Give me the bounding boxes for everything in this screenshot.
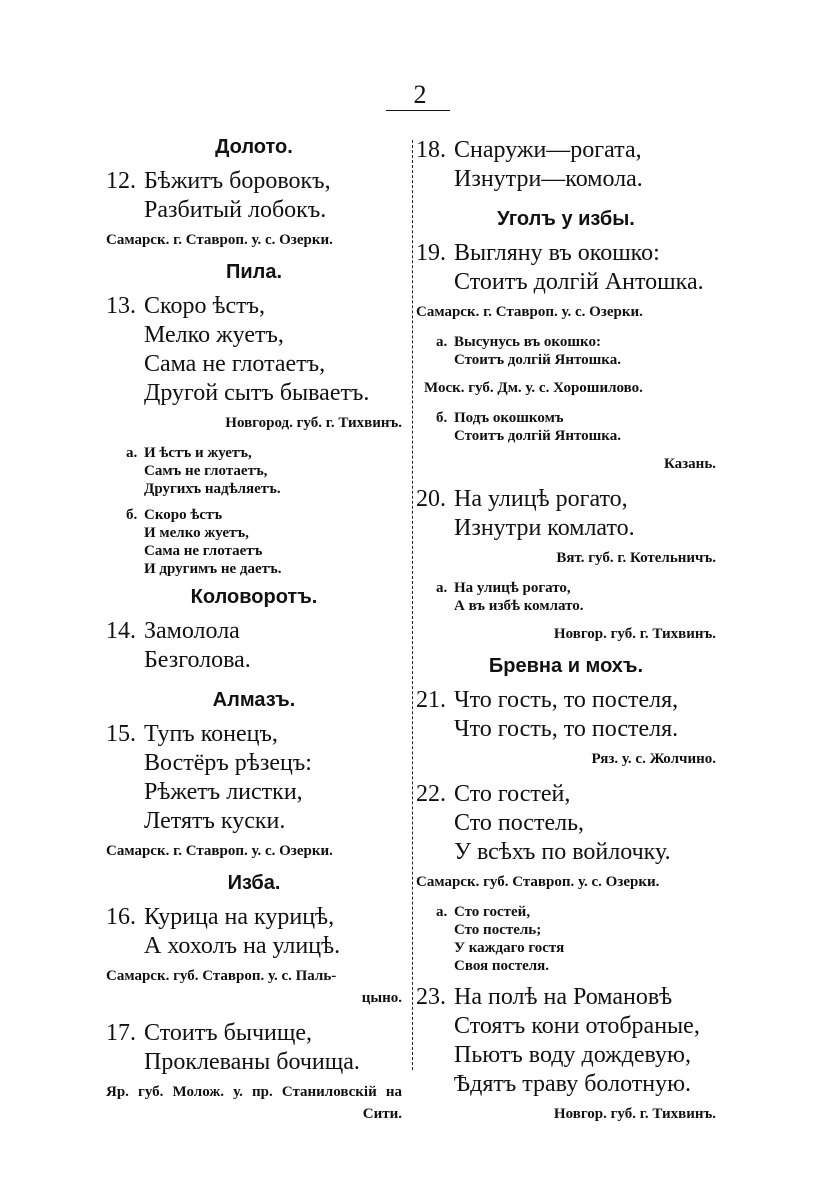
section-heading-kolovorot: Коловоротъ.	[190, 586, 318, 608]
section-heading-almaz: Алмазъ.	[212, 689, 296, 711]
riddle-line: У всѣхъ по войлочку.	[454, 839, 671, 865]
riddle-15	[106, 720, 402, 862]
section-heading-brevna: Бревна и мохъ.	[488, 655, 644, 677]
riddle-20	[416, 485, 716, 569]
riddle-text: Сто гостей,	[454, 781, 571, 807]
riddle-text: Бѣжитъ боровокъ,	[144, 168, 331, 194]
riddle-source: Яр. губ. Молож. у. пр. Станиловскій на Сити.	[106, 1084, 402, 1122]
variant-19a	[436, 333, 716, 369]
variant-line	[436, 903, 716, 921]
right-column	[416, 136, 716, 1135]
riddle-13	[106, 292, 402, 434]
riddle-19	[416, 239, 716, 323]
riddle-number: 12.	[106, 168, 136, 194]
riddle-source-continued: цыно.	[361, 990, 402, 1006]
riddle-source: Новгород. губ. г. Тихвинъ.	[225, 415, 402, 431]
variant-20a	[436, 579, 716, 615]
riddle-number: 14.	[106, 618, 136, 644]
variant-13a	[126, 444, 402, 498]
riddle-line	[106, 292, 402, 321]
riddle-text: Снаружи—рогата,	[454, 137, 642, 163]
riddle-line	[106, 617, 402, 646]
variant-line	[436, 579, 716, 597]
riddle-line	[416, 239, 716, 268]
riddle-line: Мелко жуетъ,	[144, 322, 284, 348]
riddle-text: На улицѣ рогато,	[454, 486, 628, 512]
riddle-line: Что гость, то постеля.	[454, 716, 679, 742]
riddle-line	[416, 983, 716, 1012]
variant-19b	[436, 409, 716, 445]
variant-mark: а.	[126, 445, 138, 461]
riddle-22	[416, 780, 716, 893]
riddle-line: Проклеваны бочища.	[144, 1049, 360, 1075]
variant-line: И мелко жуетъ,	[144, 525, 249, 541]
riddle-line: Стоитъ долгій Антошка.	[454, 269, 704, 295]
riddle-21	[416, 686, 716, 770]
variant-text: Скоро ѣстъ	[144, 507, 223, 523]
variant-line	[436, 333, 716, 351]
riddle-line: Разбитый лобокъ.	[144, 197, 327, 223]
riddle-line	[416, 780, 716, 809]
riddle-source: Самарск. г. Ставроп. у. с. Озерки.	[106, 843, 333, 859]
riddle-line: Летятъ куски.	[144, 808, 286, 834]
variant-text: Подъ окошкомъ	[454, 410, 564, 426]
riddle-source: Новгор. губ. г. Тихвинъ.	[553, 1106, 716, 1122]
variant-13b	[126, 506, 402, 578]
riddle-line	[416, 686, 716, 715]
variant-line: Стоитъ долгій Янтошка.	[454, 428, 621, 444]
section-heading-doloto: Долото.	[215, 136, 293, 158]
variant-line	[126, 506, 402, 524]
column-divider	[412, 140, 413, 1070]
riddle-text: Тупъ конецъ,	[144, 721, 278, 747]
riddle-line: Востёръ рѣзецъ:	[144, 750, 312, 776]
variant-source: Новгор. губ. г. Тихвинъ.	[553, 626, 716, 642]
riddle-source: Самарск. г. Ставроп. у. с. Озерки.	[416, 304, 643, 320]
variant-text: На улицѣ рогато,	[454, 580, 571, 596]
riddle-line	[416, 136, 716, 165]
riddle-source: Самарск. губ. Ставроп. у. с. Паль-	[106, 968, 337, 984]
variant-mark: б.	[126, 507, 138, 523]
section-heading-pila: Пила.	[225, 261, 283, 283]
variant-mark: б.	[436, 410, 448, 426]
riddle-text: Выгляну въ окошко:	[454, 240, 660, 266]
riddle-14	[106, 617, 402, 675]
riddle-line: А хохолъ на улицѣ.	[144, 933, 341, 959]
page-number: 2	[413, 80, 427, 109]
variant-line: Сто постель;	[454, 922, 542, 938]
variant-mark: а.	[436, 904, 448, 920]
variant-line	[126, 444, 402, 462]
riddle-line: Изнутри комлато.	[454, 515, 635, 541]
riddle-line: Пьютъ воду дождевую,	[454, 1042, 691, 1068]
variant-line: Сама не глотаетъ	[144, 543, 263, 559]
riddle-23	[416, 983, 716, 1125]
variant-text: Высунусь въ окошко:	[454, 334, 601, 350]
variant-text: Сто гостей,	[454, 904, 531, 920]
riddle-number: 18.	[416, 137, 446, 163]
variant-line: Своя постеля.	[454, 958, 550, 974]
left-column	[106, 136, 402, 1135]
riddle-number: 19.	[416, 240, 446, 266]
riddle-text: Скоро ѣстъ,	[144, 293, 266, 319]
riddle-line	[106, 167, 402, 196]
riddle-line: Ѣдятъ траву болотную.	[454, 1071, 692, 1097]
riddle-source: Самарск. г. Ставроп. у. с. Озерки.	[106, 232, 333, 248]
variant-line: А въ избѣ комлато.	[454, 598, 584, 614]
riddle-text: Курица на курицѣ,	[144, 904, 335, 930]
riddle-line: Рѣжетъ листки,	[144, 779, 303, 805]
riddle-text: Замолола	[144, 618, 240, 644]
riddle-number: 20.	[416, 486, 446, 512]
riddle-line: Стоятъ кони отобраные,	[454, 1013, 700, 1039]
riddle-line: Другой сытъ бываетъ.	[144, 380, 370, 406]
variant-line	[436, 409, 716, 427]
riddle-number: 21.	[416, 687, 446, 713]
variant-line: Самъ не глотаетъ,	[144, 463, 268, 479]
riddle-line: Изнутри—комола.	[454, 166, 643, 192]
riddle-text: Что гость, то постеля,	[454, 687, 679, 713]
riddle-number: 23.	[416, 984, 446, 1010]
riddle-text: Стоитъ бычище,	[144, 1020, 312, 1046]
riddle-number: 22.	[416, 781, 446, 807]
riddle-17	[106, 1019, 402, 1125]
riddle-number: 15.	[106, 721, 136, 747]
riddle-line	[106, 1019, 402, 1048]
riddle-number: 16.	[106, 904, 136, 930]
section-heading-izba: Изба.	[227, 872, 281, 894]
riddle-16	[106, 903, 402, 1009]
riddle-12	[106, 167, 402, 251]
variant-source: Моск. губ. Дм. у. с. Хорошилово.	[424, 380, 643, 396]
riddle-line	[416, 485, 716, 514]
riddle-source: Вят. губ. г. Котельничъ.	[556, 550, 716, 566]
riddle-line: Безголова.	[144, 647, 251, 673]
variant-22a	[436, 903, 716, 975]
riddle-line: Сто постель,	[454, 810, 585, 836]
variant-mark: а.	[436, 580, 448, 596]
riddle-text: На полѣ на Романовѣ	[454, 984, 673, 1010]
variant-line: И другимъ не даетъ.	[144, 561, 282, 577]
variant-text: И ѣстъ и жуетъ,	[144, 445, 252, 461]
variant-line: У каждаго гостя	[454, 940, 565, 956]
section-heading-ugol: Уголъ у избы.	[497, 208, 635, 230]
riddle-number: 17.	[106, 1020, 136, 1046]
variant-line: Другихъ надѣляетъ.	[144, 481, 281, 497]
riddle-line: Сама не глотаетъ,	[144, 351, 326, 377]
riddle-line	[106, 720, 402, 749]
riddle-line	[106, 903, 402, 932]
riddle-number: 13.	[106, 293, 136, 319]
variant-mark: а.	[436, 334, 448, 350]
riddle-source: Самарск. губ. Ставроп. у. с. Озерки.	[416, 874, 660, 890]
variant-line: Стоитъ долгій Янтошка.	[454, 352, 621, 368]
riddle-source: Ряз. у. с. Жолчино.	[591, 751, 716, 767]
page-number-rule	[386, 110, 450, 111]
riddle-18	[416, 136, 716, 194]
variant-source: Казань.	[663, 456, 716, 472]
